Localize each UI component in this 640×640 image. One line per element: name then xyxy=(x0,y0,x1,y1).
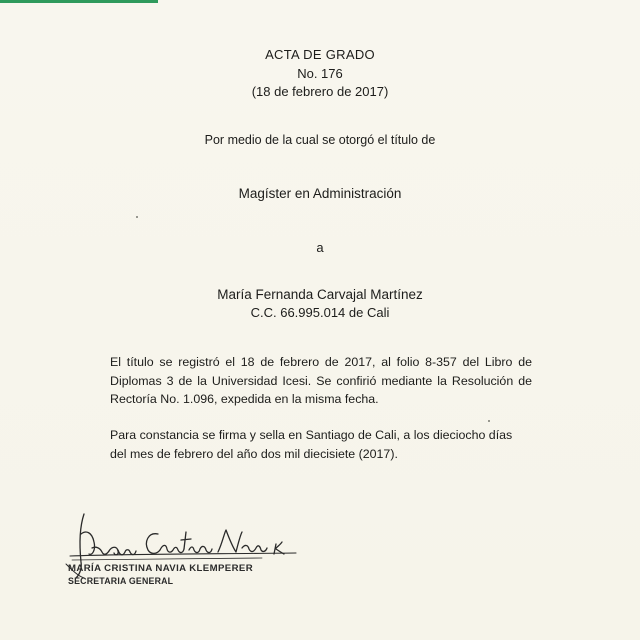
recipient-name: María Fernanda Carvajal Martínez xyxy=(217,287,423,302)
paper-speck xyxy=(136,216,138,218)
act-number: No. 176 xyxy=(297,66,343,81)
registration-paragraph: El título se registró el 18 de febrero de 2017, al folio 8-357 del Libro de Diplomas 3 de la Universidad Icesi. Se confirió mediante la Resolución de Rectoría No. 1.096, expedida en la misma fecha. xyxy=(110,355,532,406)
top-accent-bar xyxy=(0,0,158,3)
attestation-paragraph: Para constancia se firma y sella en Santiago de Cali, a los dieciocho días del mes de febrero del año dos mil diecisiete (2017). xyxy=(110,428,513,461)
recipient-id: C.C. 66.995.014 de Cali xyxy=(250,305,390,320)
preposition-text: a xyxy=(316,240,324,255)
paper-speck xyxy=(488,420,490,422)
signatory-role: SECRETARIA GENERAL xyxy=(68,576,174,586)
degree-title: Magíster en Administración xyxy=(238,186,402,201)
act-date: (18 de febrero de 2017) xyxy=(251,84,389,99)
signatory-name: MARÍA CRISTINA NAVIA KLEMPERER xyxy=(68,563,254,574)
intro-text: Por medio de la cual se otorgó el título de xyxy=(204,133,436,147)
document-title: ACTA DE GRADO xyxy=(265,47,375,62)
